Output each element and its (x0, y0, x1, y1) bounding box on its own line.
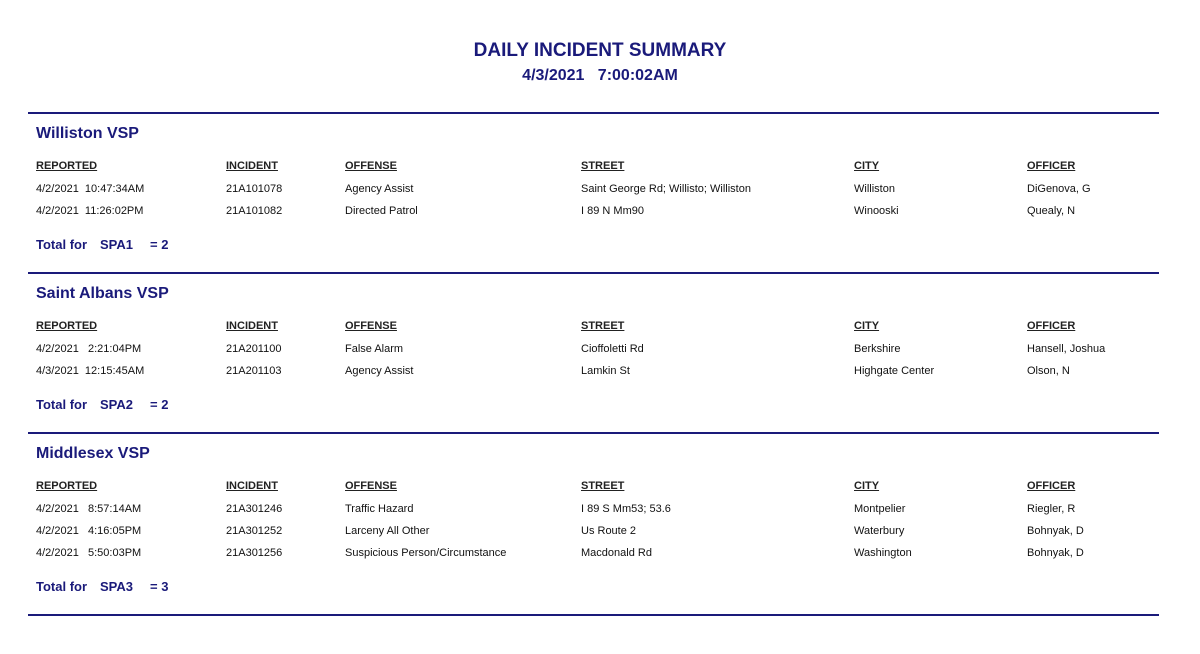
col-offense: OFFENSE (345, 480, 397, 492)
cell-officer: DiGenova, G (1027, 183, 1091, 195)
cell-reported: 4/2/2021 11:26:02PM (36, 205, 144, 217)
cell-street: I 89 S Mm53; 53.6 (581, 503, 671, 515)
cell-offense: Suspicious Person/Circumstance (345, 547, 507, 559)
col-street: STREET (581, 160, 625, 172)
cell-officer: Bohnyak, D (1027, 525, 1084, 537)
total-code: SPA3 (100, 579, 133, 594)
col-city: CITY (854, 480, 880, 492)
col-offense: OFFENSE (345, 320, 397, 332)
table-row (0, 183, 1200, 197)
cell-street: I 89 N Mm90 (581, 205, 644, 217)
col-city: CITY (854, 320, 880, 332)
cell-incident: 21A201100 (226, 343, 282, 355)
cell-offense: Agency Assist (345, 365, 414, 377)
cell-incident: 21A101078 (226, 183, 283, 195)
cell-street: Us Route 2 (581, 525, 637, 537)
cell-city: Williston (854, 183, 895, 195)
total-code: SPA2 (100, 397, 133, 412)
cell-officer: Quealy, N (1027, 205, 1076, 217)
col-officer: OFFICER (1027, 480, 1076, 492)
section-divider (28, 432, 1159, 434)
cell-city: Winooski (854, 205, 899, 217)
cell-reported: 4/2/2021 8:57:14AM (36, 503, 142, 515)
col-reported: REPORTED (36, 480, 98, 492)
col-incident: INCIDENT (226, 160, 278, 172)
col-reported: REPORTED (36, 160, 98, 172)
cell-city: Montpelier (854, 503, 906, 515)
report-date: 4/3/2021 (522, 67, 585, 84)
col-incident: INCIDENT (226, 480, 278, 492)
cell-incident: 21A301252 (226, 525, 283, 537)
total-count: = 2 (150, 237, 169, 252)
cell-city: Highgate Center (854, 365, 935, 377)
column-header-row (0, 320, 1200, 334)
total-label: Total for (36, 579, 88, 594)
col-officer: OFFICER (1027, 160, 1076, 172)
cell-offense: Directed Patrol (345, 205, 418, 217)
cell-city: Waterbury (854, 525, 905, 537)
section-divider (28, 614, 1159, 616)
col-incident: INCIDENT (226, 320, 278, 332)
table-row (0, 525, 1200, 539)
total-count: = 2 (150, 397, 169, 412)
total-code: SPA1 (100, 237, 133, 252)
report-datetime (0, 67, 1200, 85)
cell-reported: 4/2/2021 4:16:05PM (36, 525, 142, 537)
cell-reported: 4/2/2021 2:21:04PM (36, 343, 142, 355)
cell-street: Macdonald Rd (581, 547, 652, 559)
section-divider (28, 112, 1159, 114)
cell-incident: 21A201103 (226, 365, 282, 377)
cell-reported: 4/2/2021 10:47:34AM (36, 183, 145, 195)
table-row (0, 343, 1200, 357)
cell-offense: Agency Assist (345, 183, 414, 195)
total-count: = 3 (150, 579, 169, 594)
section-title: Saint Albans VSP (36, 285, 169, 302)
cell-reported: 4/3/2021 12:15:45AM (36, 365, 145, 377)
total-label: Total for (36, 397, 88, 412)
cell-incident: 21A101082 (226, 205, 283, 217)
cell-incident: 21A301256 (226, 547, 283, 559)
report-time: 7:00:02AM (597, 67, 678, 84)
cell-officer: Riegler, R (1027, 503, 1076, 515)
cell-officer: Olson, N (1027, 365, 1070, 377)
section-divider (28, 272, 1159, 274)
cell-city: Washington (854, 547, 912, 559)
col-offense: OFFENSE (345, 160, 397, 172)
cell-offense: Traffic Hazard (345, 503, 414, 515)
cell-city: Berkshire (854, 343, 901, 355)
cell-officer: Hansell, Joshua (1027, 343, 1106, 355)
cell-street: Saint George Rd; Willisto; Williston (581, 183, 751, 195)
cell-offense: False Alarm (345, 343, 404, 355)
col-street: STREET (581, 480, 625, 492)
col-street: STREET (581, 320, 625, 332)
column-header-row (0, 480, 1200, 494)
section-title: Williston VSP (36, 125, 139, 142)
cell-incident: 21A301246 (226, 503, 283, 515)
table-row (0, 547, 1200, 561)
col-officer: OFFICER (1027, 320, 1076, 332)
report-title: DAILY INCIDENT SUMMARY (473, 40, 727, 61)
table-row (0, 503, 1200, 517)
cell-officer: Bohnyak, D (1027, 547, 1084, 559)
column-header-row (0, 160, 1200, 174)
col-city: CITY (854, 160, 880, 172)
table-row (0, 205, 1200, 219)
table-row (0, 365, 1200, 379)
total-label: Total for (36, 237, 88, 252)
cell-street: Lamkin St (581, 365, 630, 377)
cell-reported: 4/2/2021 5:50:03PM (36, 547, 142, 559)
col-reported: REPORTED (36, 320, 98, 332)
cell-offense: Larceny All Other (345, 525, 430, 537)
section-title: Middlesex VSP (36, 445, 150, 462)
cell-street: Cioffoletti Rd (581, 343, 644, 355)
section-total (36, 579, 169, 654)
